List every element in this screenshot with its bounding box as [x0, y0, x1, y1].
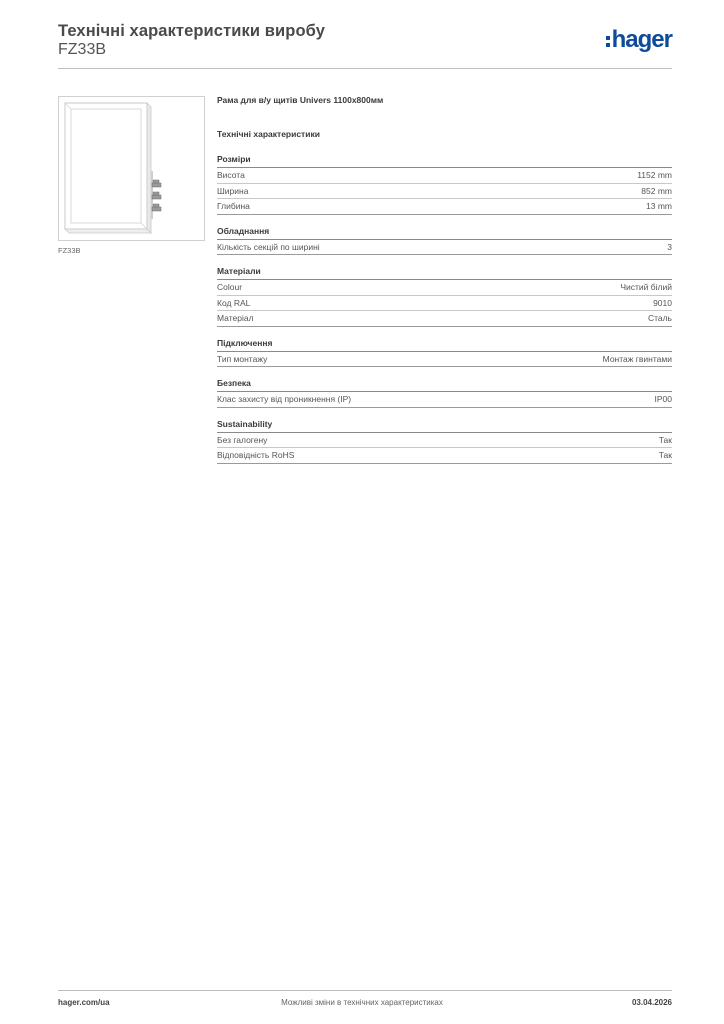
spec-row [217, 240, 672, 256]
section-title: Sustainability [217, 419, 672, 433]
spec-section [217, 378, 672, 408]
spec-label: Colour [217, 282, 243, 293]
page-title: Технічні характеристики виробу [58, 22, 325, 40]
hager-logo[interactable] [606, 28, 672, 52]
spec-row [217, 199, 672, 215]
spec-row [217, 392, 672, 408]
spec-value: Так [658, 450, 672, 461]
spec-value: Чистий білий [620, 282, 672, 293]
product-image [58, 96, 205, 241]
spec-content [217, 95, 672, 464]
spec-row [217, 296, 672, 312]
spec-row [217, 168, 672, 184]
section-title: Матеріали [217, 266, 672, 280]
footer-website-link[interactable]: hager.com/ua [58, 998, 110, 1007]
spec-value: 1152 mm [637, 170, 672, 181]
spec-row [217, 448, 672, 464]
product-code: FZ33B [58, 41, 107, 58]
spec-label: Відповідність RoHS [217, 450, 295, 461]
section-title: Підключення [217, 338, 672, 352]
section-title: Розміри [217, 154, 672, 168]
spec-value: Монтаж гвинтами [602, 353, 672, 364]
spec-label: Кількість секцій по ширині [217, 241, 320, 252]
logo-colon-icon [606, 36, 610, 47]
spec-section [217, 226, 672, 256]
spec-value: 852 mm [641, 185, 672, 196]
section-title: Безпека [217, 378, 672, 392]
spec-label: Матеріал [217, 313, 254, 324]
footer-date: 03.04.2026 [631, 998, 672, 1007]
spec-value: 3 [667, 241, 672, 252]
spec-value: 9010 [653, 297, 672, 308]
spec-label: Ширина [217, 185, 249, 196]
spec-value: Сталь [647, 313, 672, 324]
frame-illustration-icon [59, 97, 204, 240]
spec-section [217, 338, 672, 368]
spec-value: 13 mm [646, 201, 672, 212]
spec-label: Тип монтажу [217, 353, 268, 364]
spec-row [217, 352, 672, 368]
spec-section [217, 154, 672, 215]
footer-divider [58, 990, 672, 991]
spec-heading: Технічні характеристики [217, 129, 320, 139]
spec-row [217, 280, 672, 296]
spec-row [217, 311, 672, 327]
logo-text: hager [611, 26, 672, 53]
product-name: Рама для в/у щитів Univers 1100x800мм [217, 95, 384, 105]
spec-value: Так [658, 434, 672, 445]
spec-sections [217, 154, 672, 464]
section-title: Обладнання [217, 226, 672, 240]
spec-label: Глибина [217, 201, 250, 212]
spec-section [217, 419, 672, 464]
spec-value: IP00 [654, 394, 672, 405]
header-divider [58, 68, 672, 69]
spec-row [217, 184, 672, 200]
spec-section [217, 266, 672, 327]
footer-disclaimer: Можливі зміни в технічних характеристиках [281, 998, 443, 1007]
spec-label: Код RAL [217, 297, 251, 308]
spec-label: Висота [217, 170, 245, 181]
image-caption: FZ33B [58, 246, 81, 255]
spec-label: Клас захисту від проникнення (IP) [217, 394, 352, 405]
spec-label: Без галогену [217, 434, 268, 445]
spec-row [217, 433, 672, 449]
